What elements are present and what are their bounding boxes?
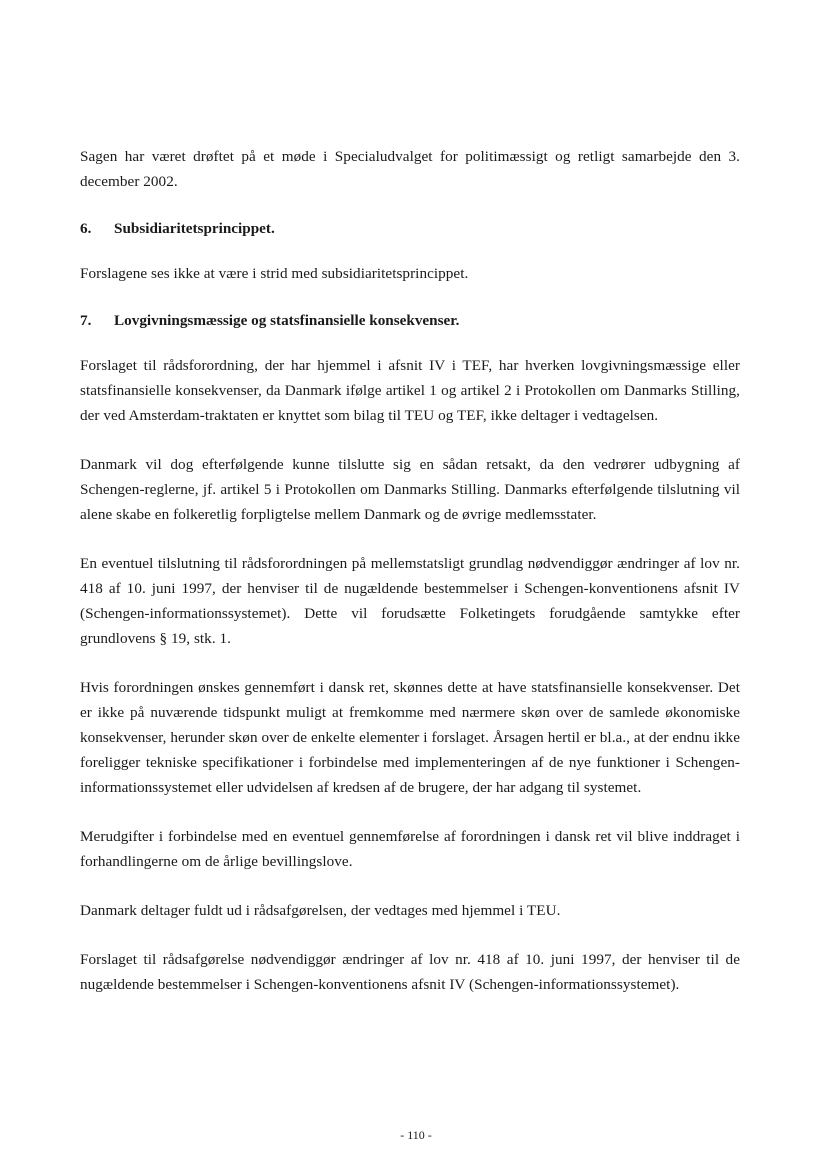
- paragraph-extra-costs: Merudgifter i forbindelse med en eventuel gennemførelse af forordningen i dansk ret vil blive inddraget i forhandlingerne om de årlige bevillingslove.: [80, 828, 740, 870]
- paragraph-subsidiarity: Forslagene ses ikke at være i strid med subsidiaritetsprincippet.: [80, 265, 469, 282]
- heading-subsidiarity: [80, 216, 740, 241]
- page-number: - 110 -: [400, 1128, 432, 1142]
- heading-title: Lovgivningsmæssige og statsfinansielle konsekvenser.: [114, 312, 460, 329]
- paragraph-decision-law: Forslaget til rådsafgørelse nødvendiggør ændringer af lov nr. 418 af 10. juni 1997, der henviser til de nugældende bestemmelser i Schengen-konventionens afsnit IV (Schengen-informationssystemet).: [80, 951, 740, 993]
- paragraph-regulation: Forslaget til rådsforordning, der har hjemmel i afsnit IV i TEF, har hverken lovgivningsmæssige eller statsfinansielle konsekvenser, da Danmark ifølge artikel 1 og artikel 2 i Protokollen om Danmarks Stilling, der ved Amsterdam-traktaten er knyttet som bilag til TEU og TEF, ikke deltager i vedtagelsen.: [80, 357, 740, 424]
- heading-consequences: [80, 308, 740, 333]
- paragraph-law-changes: En eventuel tilslutning til rådsforordningen på mellemstatsligt grundlag nødvendiggør ændringer af lov nr. 418 af 10. juni 1997, der henviser til de nugældende bestemmelser i Schengen-konventionens afsnit IV (Schengen-informationssystemet). Dette vil forudsætte Folketingets forudgående samtykke efter grundlovens § 19, stk. 1.: [80, 555, 740, 647]
- document-page: [80, 144, 740, 997]
- paragraph-council-decision: Danmark deltager fuldt ud i rådsafgørelsen, der vedtages med hjemmel i TEU.: [80, 902, 561, 919]
- paragraph-financial: Hvis forordningen ønskes gennemført i dansk ret, skønnes dette at have statsfinansielle konsekvenser. Det er ikke på nuværende tidspunkt muligt at fremkomme med nærmere skøn over de samlede økonomiske konsekvenser, herunder skøn over de enkelte elementer i forslaget. Årsagen hertil er bl.a., at der endnu ikke foreligger tekniske specifikationer i forbindelse med implementeringen af de nye funktioner i Schengen-informationssystemet eller udvidelsen af kredsen af de brugere, der har adgang til systemet.: [80, 679, 740, 796]
- heading-title: Subsidiaritetsprincippet.: [114, 220, 275, 237]
- heading-number: 6.: [80, 220, 92, 237]
- paragraph-denmark-accession: Danmark vil dog efterfølgende kunne tilslutte sig en sådan retsakt, da den vedrører udbygning af Schengen-reglerne, jf. artikel 5 i Protokollen om Danmarks Stilling. Danmarks efterfølgende tilslutning vil alene skabe en folkeretlig forpligtelse mellem Danmark og de øvrige medlemsstater.: [80, 456, 740, 523]
- heading-number: 7.: [80, 312, 92, 329]
- paragraph-meeting: Sagen har været drøftet på et møde i Specialudvalget for politimæssigt og retligt samarbejde den 3. december 2002.: [80, 148, 740, 190]
